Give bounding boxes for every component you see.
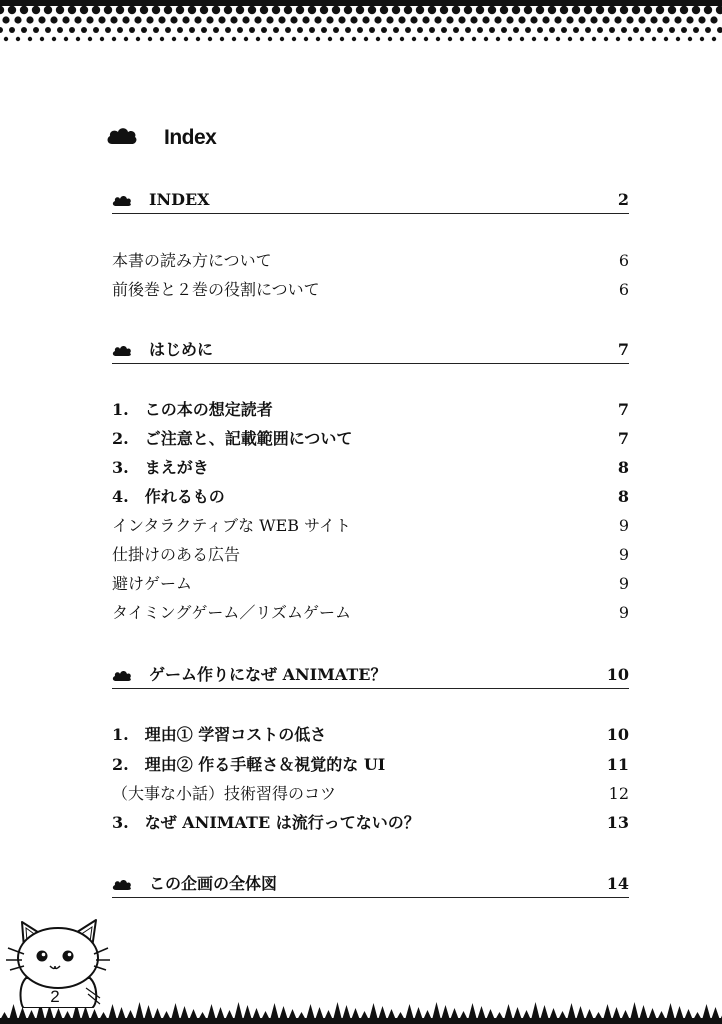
toc-entry[interactable] xyxy=(112,752,629,778)
toc-page: 7 xyxy=(617,400,629,419)
toc-title: 4. 作れるもの xyxy=(112,487,225,506)
cloud-icon xyxy=(112,345,132,357)
toc-title: この企画の全体図 xyxy=(149,874,278,893)
toc-title: 3. まえがき xyxy=(112,458,209,477)
toc-page: 9 xyxy=(618,516,629,535)
toc-entry[interactable] xyxy=(112,513,629,539)
toc-title: 避けゲーム xyxy=(112,574,193,593)
toc-page: 9 xyxy=(618,545,629,564)
toc-title: 2. ご注意と、記載範囲について xyxy=(112,429,353,448)
toc-entry[interactable] xyxy=(112,542,629,568)
toc-title: 1. この本の想定読者 xyxy=(112,400,273,419)
cloud-icon xyxy=(112,670,132,682)
toc-entry[interactable] xyxy=(112,484,629,510)
page-number: 2 xyxy=(50,987,60,1006)
toc-section-introduction[interactable] xyxy=(112,337,629,364)
toc-entry[interactable] xyxy=(112,600,629,626)
toc-page: 14 xyxy=(606,874,629,893)
index-title: Index xyxy=(164,126,217,149)
toc-entry[interactable] xyxy=(112,455,629,481)
toc-title: 本書の読み方について xyxy=(112,251,272,270)
toc-page: 12 xyxy=(608,784,629,803)
toc-page: 8 xyxy=(617,487,629,506)
toc-entry[interactable] xyxy=(112,277,629,303)
toc-page: 6 xyxy=(618,251,629,270)
toc-page: 13 xyxy=(606,813,629,832)
toc-title: 1. 理由① 学習コストの低さ xyxy=(112,725,327,744)
toc-page: 2 xyxy=(617,190,629,209)
toc-page: 11 xyxy=(606,755,629,774)
toc-page: 7 xyxy=(617,429,629,448)
toc-entry[interactable] xyxy=(112,722,629,748)
toc-title: INDEX xyxy=(149,190,210,209)
toc-title: 仕掛けのある広告 xyxy=(112,545,241,564)
toc-title: 前後巻と２巻の役割について xyxy=(112,280,320,299)
cloud-icon xyxy=(112,195,132,207)
toc-entry[interactable] xyxy=(112,571,629,597)
toc-title: （大事な小話）技術習得のコツ xyxy=(112,784,337,803)
toc-page: 10 xyxy=(606,725,629,744)
toc-page: 10 xyxy=(606,665,629,684)
toc-entry[interactable] xyxy=(112,810,629,836)
toc-entry[interactable] xyxy=(112,397,629,423)
cloud-icon xyxy=(112,879,132,891)
toc-page: 8 xyxy=(617,458,629,477)
toc-title: タイミングゲーム／リズムゲーム xyxy=(112,603,352,622)
toc-section-index[interactable] xyxy=(112,187,629,214)
cloud-icon xyxy=(106,126,138,146)
toc-entry[interactable] xyxy=(112,426,629,452)
toc-section-overview[interactable] xyxy=(112,871,629,898)
toc-page: 9 xyxy=(618,603,629,622)
toc-title: インタラクティブな WEB サイト xyxy=(112,516,352,535)
top-dot-border xyxy=(0,0,722,44)
toc-title: 2. 理由② 作る手軽さ＆視覚的な UI xyxy=(112,755,386,774)
toc-title: ゲーム作りになぜ ANIMATE？ xyxy=(149,665,387,684)
toc-page: 7 xyxy=(617,340,629,359)
toc-page: 6 xyxy=(618,280,629,299)
toc-entry[interactable] xyxy=(112,248,629,274)
toc-section-why-animate[interactable] xyxy=(112,662,629,689)
toc-entry[interactable] xyxy=(112,781,629,807)
toc-title: 3. なぜ ANIMATE は流行ってないの？ xyxy=(112,813,420,832)
toc-page: 9 xyxy=(618,574,629,593)
toc-title: はじめに xyxy=(149,340,214,359)
